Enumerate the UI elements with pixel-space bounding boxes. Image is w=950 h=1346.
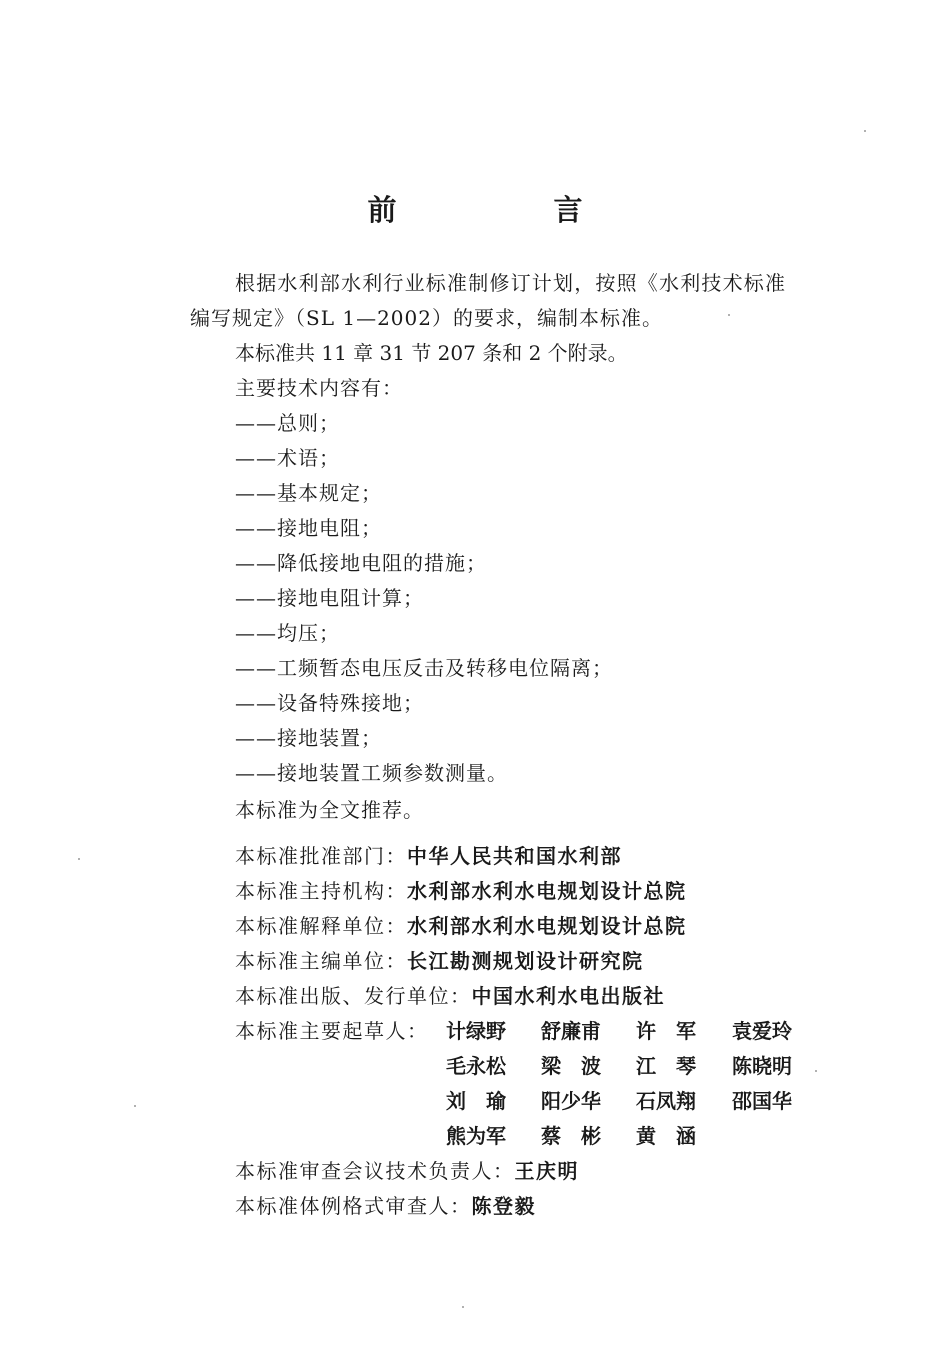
drafter-name: 邵国华 [732, 1089, 792, 1113]
info-host-org [235, 878, 687, 904]
info-value: 长江勘测规划设计研究院 [407, 949, 644, 973]
content-item: ——设备特殊接地； [235, 691, 424, 715]
scan-speck [728, 314, 730, 316]
intro-line-2: 编写规定》（SL 1—2002）的要求，编制本标准。 [190, 306, 663, 330]
content-item: ——接地电阻； [235, 516, 382, 540]
intro-line-1: 根据水利部水利行业标准制修订计划，按照《水利技术标准 [235, 271, 787, 295]
info-publisher [235, 983, 665, 1009]
drafter-name: 刘 瑜 [446, 1089, 506, 1113]
content-item: ——术语； [235, 446, 340, 470]
drafter-name: 阳少华 [541, 1089, 601, 1113]
drafter-name: 梁 波 [541, 1054, 601, 1078]
info-label: 本标准审查会议技术负责人： [235, 1159, 515, 1183]
content-item: ——基本规定； [235, 481, 382, 505]
page-title: 前 言 [367, 193, 647, 227]
content-item: ——降低接地电阻的措施； [235, 551, 487, 575]
info-value: 水利部水利水电规划设计总院 [407, 879, 687, 903]
content-item: ——接地装置工频参数测量。 [235, 761, 508, 785]
info-approval-dept [235, 843, 622, 869]
structure-stats: 本标准共 11 章 31 节 207 条和 2 个附录。 [235, 341, 628, 365]
info-value: 王庆明 [514, 1159, 579, 1183]
content-item: ——均压； [235, 621, 340, 645]
content-item: ——总则； [235, 411, 340, 435]
info-label: 本标准解释单位： [235, 914, 407, 938]
recommendation-note: 本标准为全文推荐。 [235, 798, 424, 822]
content-item: ——接地电阻计算； [235, 586, 424, 610]
drafters-label: 本标准主要起草人： [235, 1019, 429, 1043]
scan-speck [864, 130, 866, 132]
drafter-name: 黄 涵 [636, 1124, 696, 1148]
info-label: 本标准批准部门： [235, 844, 407, 868]
drafter-name: 舒廉甫 [541, 1019, 601, 1043]
main-content-heading: 主要技术内容有： [235, 376, 403, 400]
scan-speck [78, 858, 80, 860]
info-label: 本标准主编单位： [235, 949, 407, 973]
info-label: 本标准主持机构： [235, 879, 407, 903]
info-chief-editor-unit [235, 948, 644, 974]
scan-speck [815, 1070, 817, 1072]
info-interpretation-unit [235, 913, 687, 939]
content-item: ——接地装置； [235, 726, 382, 750]
info-label: 本标准体例格式审查人： [235, 1194, 472, 1218]
drafter-name: 陈晓明 [732, 1054, 792, 1078]
content-item: ——工频暂态电压反击及转移电位隔离； [235, 656, 613, 680]
info-label: 本标准出版、发行单位： [235, 984, 472, 1008]
scan-speck [462, 1306, 464, 1308]
reviewer-format [235, 1193, 536, 1219]
reviewer-tech-lead [235, 1158, 579, 1184]
drafter-name: 江 琴 [636, 1054, 696, 1078]
scan-speck [134, 1105, 136, 1107]
drafter-name: 袁爱玲 [732, 1019, 792, 1043]
drafter-name: 熊为军 [446, 1124, 506, 1148]
drafter-name: 许 军 [636, 1019, 696, 1043]
drafter-name: 蔡 彬 [541, 1124, 601, 1148]
drafter-name: 计绿野 [446, 1019, 506, 1043]
info-value: 中华人民共和国水利部 [407, 844, 622, 868]
drafter-name: 毛永松 [446, 1054, 506, 1078]
drafter-name: 石凤翔 [636, 1089, 696, 1113]
info-value: 水利部水利水电规划设计总院 [407, 914, 687, 938]
info-value: 中国水利水电出版社 [471, 984, 665, 1008]
info-value: 陈登毅 [471, 1194, 536, 1218]
